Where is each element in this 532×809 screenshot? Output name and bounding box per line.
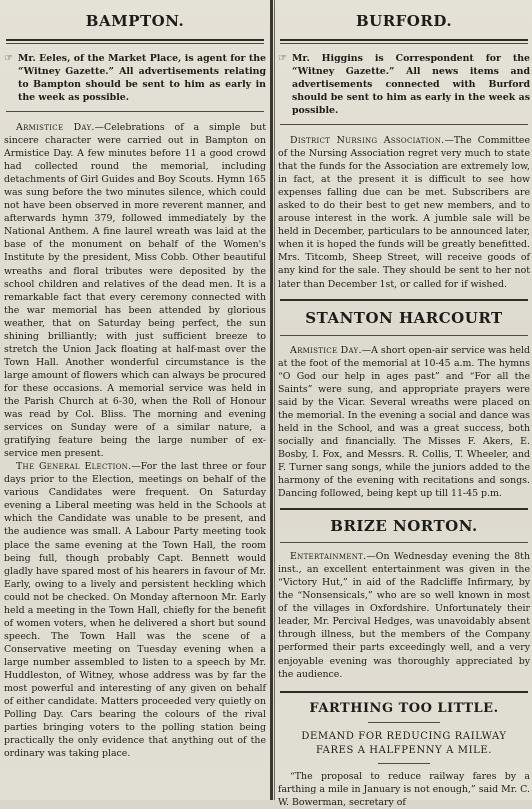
armistice-lead: Armistice Day. [16, 122, 95, 133]
farthing-heading-block [278, 693, 530, 716]
notice-rule [280, 124, 528, 125]
burford-correspondent-notice [278, 52, 530, 117]
bampton-heading-block [4, 0, 266, 30]
armistice-paragraph [4, 121, 266, 460]
bampton-heading: BAMPTON. [85, 12, 185, 30]
burford-heading: BURFORD. [355, 12, 453, 30]
stanton-lead: Armistice Day. [290, 344, 362, 356]
column-divider [270, 0, 273, 800]
election-text: —For the last three or four days prior to the Election, meetings on behalf of the various Candidates were frequent. On Saturday evening a Liberal meeting was held in the Schools at which the Candidate was unable to be present, and the audience was small. A Labour Party meeting took place the same evening at the Town Hall, the room being full, though probably Capt. Bennett would gladly have spared most of his hearers in favour of Mr. Early, owing to a lively and persistent heckling which could not be checked. On Monday afternoon Mr. Early held a meeting in the Town Hall, chiefly for the benefit of women voters, when he delivered a short but sound speech. The Town Hall was the scene of a Conservative meeting on Tuesday evening when a large number assembled to listen to a speech by Mr. Huddleston, of Witney, whose address was by far the most powerful and interesting of any given on behalf of either candidate. Matters proceeded very quietly on Polling Day. Cars bearing the colours of the rival parties bringing voters to the polling station being practically the only evidence that anything out of the ordinary was taking place. [4, 461, 266, 760]
brize-entertainment-paragraph [278, 550, 530, 680]
stanton-armistice-paragraph [278, 344, 530, 501]
brize-text: —On Wednesday evening the 8th inst., an excellent entertainment was given in the “Victory Hut,” in aid of the Radcliffe Infirmary, by the “Nonsensicals,” who are so well known in most of the villages in Oxfordshire. Unfortunately their leader, Mr. Percival Hedges, was unavoidably absent through illness, but the members of the Company performed their parts exceedingly well, and a very enjoyable evening was thoroughly appreciated by the audience. [278, 551, 530, 680]
armistice-text: —Celebrations of a simple but sincere character were carried out in Bampton on Armistice Day. A few minutes before 11 a good crowd had collected round the memorial, including detachments of Girl Guides and Boy Scouts. Hymn 165 was sung before the two minutes silence, which could not have been observed in more reverent manner, and afterwards hymn 379, followed immediately by the National Anthem. A fine laurel wreath was laid at the base of the monument on behalf of the Women's Institute by the president, Miss Cobb. Other beautiful wreaths and floral tributes were deposited by the school children and relatives of the dead men. It is a remarkable fact that every ceremony connected with the war memorial has been attended by glorious weather, that on Saturday being perfect, the sun shining brilliantly; with just sufficient breeze to stretch the Union Jack floating at half-mast over the Town Hall. Another wonderful circumstance is the large amount of flowers which can always be procured for these occasions. A memorial service was held in the Parish Church at 6-30, when the Roll of Honour was read by Col. Bliss. The morning and evening services on Sunday were of a similar nature, a gratifying feature being the large number of ex-service men present. [4, 122, 266, 460]
section-rule-thin [6, 43, 264, 44]
burford-notice-text: Mr. Higgins is Correspondent for the “Witney Gazette.” All news items and advertisements connected with Burford should be sent to him as early in the week as possible. [292, 53, 530, 116]
bampton-agent-notice [4, 52, 266, 104]
section-rule-thin [280, 542, 528, 543]
farthing-quote: “The proposal to reduce railway fares by a farthing a mile in January is not enough,” said Mr. C. W. Bowerman, secretary of [278, 770, 530, 808]
burford-heading-block [278, 0, 530, 30]
brize-lead: Entertainment. [290, 551, 367, 563]
election-paragraph [4, 460, 266, 760]
stanton-heading: STANTON HARCOURT [305, 308, 503, 327]
section-rule-thin [280, 335, 528, 336]
brize-heading-block [278, 510, 530, 535]
election-lead: The General Election. [16, 461, 132, 473]
pointing-hand-icon: ☞ [4, 53, 13, 64]
brize-heading: BRIZE NORTON. [330, 517, 478, 536]
left-column [4, 0, 266, 800]
stanton-heading-block [278, 301, 530, 327]
short-rule [368, 722, 440, 723]
stanton-text: —A short open-air service was held at the foot of the memorial at 10-45 a.m. The hymns “O God our help in ages past” and “For all the Saints” were sung, and appropriate prayers were said by the Vicar. Several wreaths were placed on the memorial. In the evening a social and dance was held in the School, and was a great success, both socially and financially. The Misses F. Akers, E. Bosby, I. Fox, and Messrs. R. Collis, T. Wheeler, and F. Turner sang songs, while the juniors added to the harmony of the evening with recitations and songs. Dancing followed, being kept up till 11-45 p.m. [278, 344, 530, 500]
farthing-subhead-2: FARES A HALFPENNY A MILE. [315, 744, 493, 756]
farthing-subhead-1: DEMAND FOR REDUCING RAILWAY [301, 730, 507, 742]
bampton-notice-text: Mr. Eeles, of the Market Place, is agent for the “Witney Gazette.” All advertisements relating to Bampton should be sent to him as early in the week as possible. [18, 53, 266, 103]
section-rule [6, 39, 264, 41]
pointing-hand-icon: ☞ [278, 53, 287, 64]
column-divider-thin [274, 0, 275, 800]
right-column [278, 0, 530, 808]
short-rule [378, 763, 430, 764]
farthing-heading: FARTHING TOO LITTLE. [309, 700, 499, 716]
section-rule-thin [280, 43, 528, 44]
nursing-paragraph [278, 134, 530, 291]
section-rule [280, 39, 528, 41]
notice-rule [6, 111, 264, 112]
nursing-lead: District Nursing Association. [290, 135, 445, 146]
nursing-text: —The Committee of the Nursing Association regret very much to state that the funds for the Association are extremely low, in fact, at the present it is difficult to see how expenses falling due can be met. Subscribers are asked to do their best to get new members, and to arouse interest in the work. A jumble sale will be held in December, particulars to be announced later, when it is hoped the funds will be greatly benefitted. Mrs. Titcomb, Sheep Street, will receive goods of any kind for the sale. They should be sent to her not later than December 1st, or called for if wished. [278, 135, 530, 290]
